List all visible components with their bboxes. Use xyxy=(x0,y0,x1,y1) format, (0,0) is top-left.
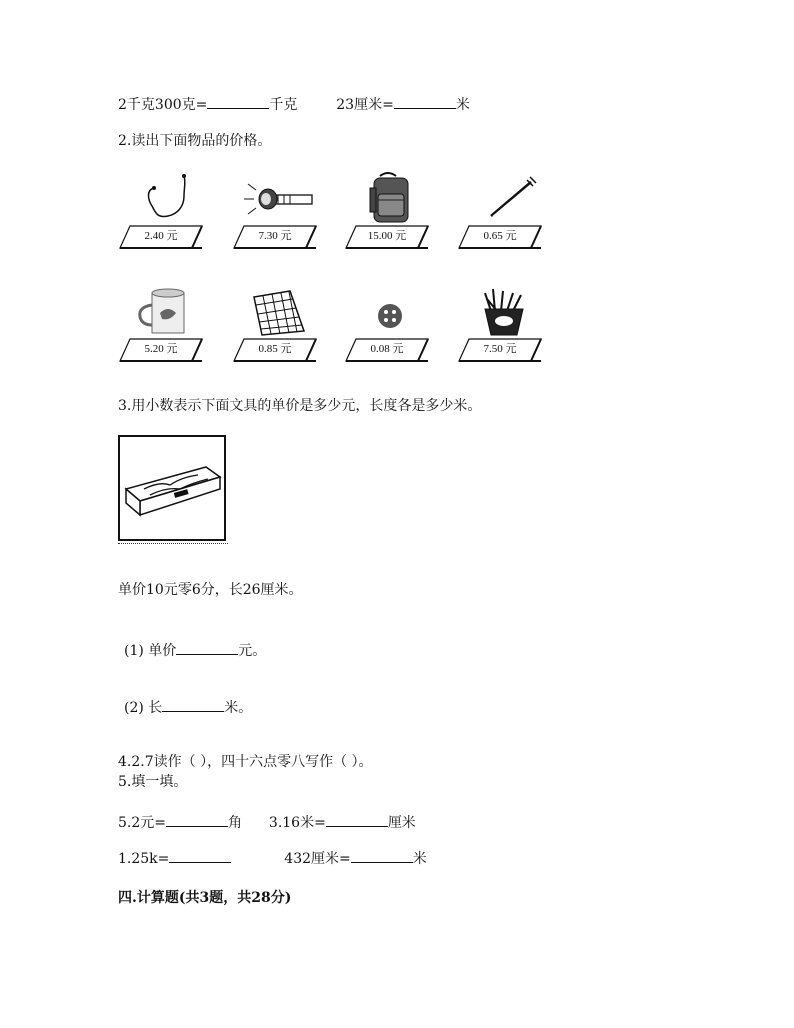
unit-price-unit: 元。 xyxy=(238,643,267,659)
q1-part4: 米 xyxy=(455,97,470,113)
q5-r1-blank-1[interactable] xyxy=(166,812,228,827)
item-fries xyxy=(457,283,543,363)
q5-row-2 xyxy=(118,848,427,868)
q1-part1: 2千克300克= xyxy=(118,97,208,113)
length-unit: 米。 xyxy=(224,700,253,716)
price-label: 0.65 元 xyxy=(483,230,517,242)
q5-r2-a: 1.25k= xyxy=(118,851,170,867)
q1-blank-1[interactable] xyxy=(207,94,269,109)
q5-row-1 xyxy=(118,812,416,832)
price-label: 7.50 元 xyxy=(483,343,517,355)
price-tag xyxy=(344,225,430,249)
item-flashlight xyxy=(232,170,318,250)
price-tag xyxy=(118,338,204,362)
price-tag xyxy=(232,225,318,249)
price-label: 15.00 元 xyxy=(367,230,407,242)
q3-answer-2 xyxy=(124,697,252,717)
price-tag xyxy=(457,225,543,249)
item-button xyxy=(344,283,430,363)
price-label: 7.30 元 xyxy=(258,230,292,242)
q5-r1-d: 厘米 xyxy=(387,815,416,831)
earphone-icon xyxy=(118,170,204,226)
q5-title: 5.填一填。 xyxy=(118,774,188,790)
q5-r1-blank-2[interactable] xyxy=(326,812,388,827)
price-tag xyxy=(344,338,430,362)
price-label: 5.20 元 xyxy=(144,343,178,355)
q5-r1-c: 3.16米= xyxy=(268,815,326,831)
item-backpack xyxy=(344,170,430,250)
item-mug xyxy=(118,283,204,363)
price-tag xyxy=(457,338,543,362)
q1-part3: 23厘米= xyxy=(336,97,394,113)
mug-icon xyxy=(118,283,204,339)
length-label: (2) 长 xyxy=(124,700,163,716)
pencil-case-icon xyxy=(120,437,224,539)
price-tag xyxy=(232,338,318,362)
price-label: 0.85 元 xyxy=(258,343,292,355)
price-tag xyxy=(118,225,204,249)
frame-underline xyxy=(118,543,228,544)
price-label: 2.40 元 xyxy=(144,230,178,242)
q5-r2-c: 432厘米= xyxy=(284,851,351,867)
q4-text: 4.2.7读作（ ），四十六点零八写作（ ）。 xyxy=(118,754,373,770)
unit-price-label: (1) 单价 xyxy=(124,643,177,659)
handkerchief-icon xyxy=(232,283,318,339)
unit-price-blank[interactable] xyxy=(176,640,238,655)
q1-part2: 千克 xyxy=(269,97,298,113)
button-icon xyxy=(344,283,430,339)
section-4-heading: 四.计算题(共3题，共28分) xyxy=(118,890,292,906)
q2-title: 2.读出下面物品的价格。 xyxy=(118,133,272,149)
item-earphone xyxy=(118,170,204,250)
q5-r2-blank-2[interactable] xyxy=(351,848,413,863)
pencil-case-frame xyxy=(118,435,226,541)
item-toothbrush xyxy=(457,170,543,250)
q5-r1-b: 角 xyxy=(228,815,242,831)
q5-r2-blank-1[interactable] xyxy=(169,848,231,863)
q1-blank-2[interactable] xyxy=(394,94,456,109)
toothbrush-icon xyxy=(457,170,543,226)
price-label: 0.08 元 xyxy=(370,343,404,355)
fries-icon xyxy=(457,283,543,339)
flashlight-icon xyxy=(232,170,318,226)
q3-answer-1 xyxy=(124,640,266,660)
backpack-icon xyxy=(344,170,430,226)
q3-description: 单价10元零6分，长26厘米。 xyxy=(118,582,303,598)
item-handkerchief xyxy=(232,283,318,363)
length-blank[interactable] xyxy=(162,697,224,712)
q5-r2-d: 米 xyxy=(412,851,427,867)
q5-r1-a: 5.2元= xyxy=(118,815,166,831)
q1-line xyxy=(118,94,470,114)
q3-title: 3.用小数表示下面文具的单价是多少元，长度各是多少米。 xyxy=(118,398,482,414)
